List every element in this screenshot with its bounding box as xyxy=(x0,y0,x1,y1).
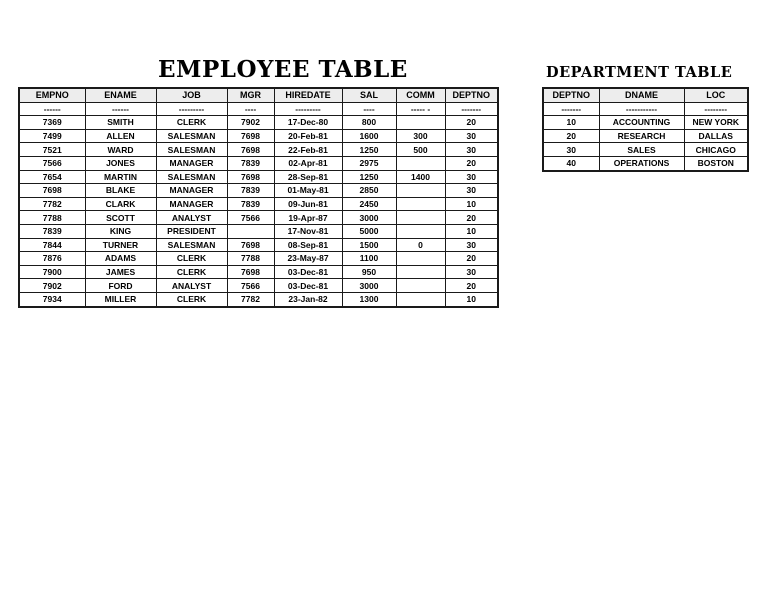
table-cell: ALLEN xyxy=(85,129,156,143)
table-row xyxy=(19,156,498,170)
table-cell: 7876 xyxy=(19,252,85,266)
table-cell: CHICAGO xyxy=(684,143,748,157)
table-cell: 7499 xyxy=(19,129,85,143)
table-cell: 7782 xyxy=(227,292,274,306)
table-cell: 30 xyxy=(445,238,498,252)
table-cell: 20 xyxy=(445,252,498,266)
table-cell: 30 xyxy=(445,184,498,198)
table-cell: 30 xyxy=(445,129,498,143)
column-header: MGR xyxy=(227,88,274,102)
separator-cell: ---- xyxy=(342,102,396,116)
table-cell: 7698 xyxy=(227,265,274,279)
table-cell: SALESMAN xyxy=(156,170,227,184)
table-cell: 7839 xyxy=(227,184,274,198)
table-cell: 30 xyxy=(445,170,498,184)
table-cell: SALES xyxy=(599,143,684,157)
table-cell: 03-Dec-81 xyxy=(274,265,342,279)
table-cell: 1100 xyxy=(342,252,396,266)
table-cell: MANAGER xyxy=(156,184,227,198)
table-row xyxy=(19,224,498,238)
table-cell xyxy=(396,252,445,266)
table-cell: WARD xyxy=(85,143,156,157)
table-cell: 7839 xyxy=(227,156,274,170)
table-cell: 5000 xyxy=(342,224,396,238)
table-cell: MARTIN xyxy=(85,170,156,184)
separator-row xyxy=(543,102,748,116)
table-cell: 7698 xyxy=(227,170,274,184)
table-row xyxy=(19,265,498,279)
table-row xyxy=(543,143,748,157)
table-row xyxy=(543,116,748,130)
table-cell: 7839 xyxy=(19,224,85,238)
table-cell: 23-May-87 xyxy=(274,252,342,266)
separator-cell: ---- xyxy=(227,102,274,116)
table-cell xyxy=(396,156,445,170)
table-cell: 30 xyxy=(445,265,498,279)
separator-cell: --------- xyxy=(274,102,342,116)
column-header: DEPTNO xyxy=(543,88,599,102)
table-cell: ANALYST xyxy=(156,211,227,225)
table-cell: 1250 xyxy=(342,170,396,184)
table-cell: 7839 xyxy=(227,197,274,211)
table-cell: ADAMS xyxy=(85,252,156,266)
table-cell: 20-Feb-81 xyxy=(274,129,342,143)
table-cell: SALESMAN xyxy=(156,143,227,157)
employee-table xyxy=(18,87,499,308)
column-header: EMPNO xyxy=(19,88,85,102)
table-cell: DALLAS xyxy=(684,129,748,143)
table-cell: TURNER xyxy=(85,238,156,252)
separator-row xyxy=(19,102,498,116)
table-cell: 7900 xyxy=(19,265,85,279)
table-cell: PRESIDENT xyxy=(156,224,227,238)
table-cell: 10 xyxy=(445,224,498,238)
table-cell: 7369 xyxy=(19,116,85,130)
table-cell: 7902 xyxy=(19,279,85,293)
table-cell: 10 xyxy=(445,292,498,306)
table-cell: 09-Jun-81 xyxy=(274,197,342,211)
table-cell: 40 xyxy=(543,156,599,170)
table-row xyxy=(19,184,498,198)
table-cell: SALESMAN xyxy=(156,129,227,143)
table-cell: 0 xyxy=(396,238,445,252)
table-cell: 7698 xyxy=(227,238,274,252)
table-cell: 23-Jan-82 xyxy=(274,292,342,306)
table-cell: JAMES xyxy=(85,265,156,279)
table-cell: 7654 xyxy=(19,170,85,184)
table-row xyxy=(19,211,498,225)
table-cell: 2975 xyxy=(342,156,396,170)
separator-cell: --------- xyxy=(156,102,227,116)
table-cell xyxy=(396,224,445,238)
table-cell: 800 xyxy=(342,116,396,130)
separator-cell: ------ xyxy=(85,102,156,116)
table-cell: 7566 xyxy=(19,156,85,170)
table-cell: MANAGER xyxy=(156,197,227,211)
table-cell: OPERATIONS xyxy=(599,156,684,170)
table-cell xyxy=(396,292,445,306)
column-header: ENAME xyxy=(85,88,156,102)
table-cell: 7782 xyxy=(19,197,85,211)
table-cell: 17-Dec-80 xyxy=(274,116,342,130)
table-cell: 08-Sep-81 xyxy=(274,238,342,252)
table-cell: 2450 xyxy=(342,197,396,211)
header-row xyxy=(543,88,748,102)
table-cell: 1400 xyxy=(396,170,445,184)
table-cell: 1250 xyxy=(342,143,396,157)
table-cell: 500 xyxy=(396,143,445,157)
table-row xyxy=(19,252,498,266)
table-cell: CLARK xyxy=(85,197,156,211)
table-cell: 03-Dec-81 xyxy=(274,279,342,293)
table-cell: CLERK xyxy=(156,265,227,279)
table-cell: 950 xyxy=(342,265,396,279)
table-cell: 7844 xyxy=(19,238,85,252)
column-header: COMM xyxy=(396,88,445,102)
table-cell: 10 xyxy=(543,116,599,130)
table-cell: MANAGER xyxy=(156,156,227,170)
table-cell: CLERK xyxy=(156,252,227,266)
table-cell: 30 xyxy=(445,143,498,157)
header-row xyxy=(19,88,498,102)
table-cell: 7698 xyxy=(227,143,274,157)
table-cell xyxy=(396,265,445,279)
table-row xyxy=(19,197,498,211)
table-cell: 20 xyxy=(543,129,599,143)
column-header: DEPTNO xyxy=(445,88,498,102)
table-cell: 02-Apr-81 xyxy=(274,156,342,170)
table-cell: 28-Sep-81 xyxy=(274,170,342,184)
table-cell: 17-Nov-81 xyxy=(274,224,342,238)
table-cell: RESEARCH xyxy=(599,129,684,143)
table-cell: 20 xyxy=(445,211,498,225)
table-cell: 7788 xyxy=(227,252,274,266)
employee-table-title: EMPLOYEE TABLE xyxy=(158,56,408,83)
table-cell: KING xyxy=(85,224,156,238)
table-cell: 19-Apr-87 xyxy=(274,211,342,225)
column-header: HIREDATE xyxy=(274,88,342,102)
separator-cell: ------- xyxy=(543,102,599,116)
table-cell: 22-Feb-81 xyxy=(274,143,342,157)
table-cell: 7698 xyxy=(19,184,85,198)
table-cell xyxy=(396,211,445,225)
column-header: SAL xyxy=(342,88,396,102)
column-header: DNAME xyxy=(599,88,684,102)
table-cell: 7902 xyxy=(227,116,274,130)
table-cell: MILLER xyxy=(85,292,156,306)
table-cell: SALESMAN xyxy=(156,238,227,252)
table-row xyxy=(19,238,498,252)
table-cell: 3000 xyxy=(342,211,396,225)
column-header: LOC xyxy=(684,88,748,102)
table-cell: 300 xyxy=(396,129,445,143)
table-cell xyxy=(396,279,445,293)
table-row xyxy=(543,156,748,170)
table-cell: 7566 xyxy=(227,279,274,293)
table-cell: CLERK xyxy=(156,116,227,130)
table-cell: 20 xyxy=(445,156,498,170)
table-row xyxy=(19,116,498,130)
table-cell: NEW YORK xyxy=(684,116,748,130)
table-cell: ACCOUNTING xyxy=(599,116,684,130)
separator-cell: -------- xyxy=(684,102,748,116)
table-row xyxy=(19,129,498,143)
table-cell: 1600 xyxy=(342,129,396,143)
table-cell: 3000 xyxy=(342,279,396,293)
department-table-title: DEPARTMENT TABLE xyxy=(546,64,733,81)
table-cell: 7521 xyxy=(19,143,85,157)
table-row xyxy=(19,170,498,184)
table-cell: SCOTT xyxy=(85,211,156,225)
table-cell: SMITH xyxy=(85,116,156,130)
table-cell: BOSTON xyxy=(684,156,748,170)
table-cell: 7934 xyxy=(19,292,85,306)
separator-cell: ------ xyxy=(19,102,85,116)
table-row xyxy=(19,143,498,157)
table-cell xyxy=(227,224,274,238)
table-cell: 1300 xyxy=(342,292,396,306)
table-cell: 1500 xyxy=(342,238,396,252)
separator-cell: ------- xyxy=(445,102,498,116)
table-cell: 30 xyxy=(543,143,599,157)
table-cell: 2850 xyxy=(342,184,396,198)
table-cell: 20 xyxy=(445,279,498,293)
table-cell: 7788 xyxy=(19,211,85,225)
table-cell xyxy=(396,197,445,211)
separator-cell: ----------- xyxy=(599,102,684,116)
table-cell: 7566 xyxy=(227,211,274,225)
table-row xyxy=(543,129,748,143)
separator-cell: ----- - xyxy=(396,102,445,116)
table-cell: 20 xyxy=(445,116,498,130)
table-cell: BLAKE xyxy=(85,184,156,198)
table-cell: JONES xyxy=(85,156,156,170)
table-cell xyxy=(396,184,445,198)
table-cell: 7698 xyxy=(227,129,274,143)
table-row xyxy=(19,279,498,293)
table-cell xyxy=(396,116,445,130)
table-row xyxy=(19,292,498,306)
department-table xyxy=(542,87,749,172)
table-cell: 10 xyxy=(445,197,498,211)
table-cell: ANALYST xyxy=(156,279,227,293)
column-header: JOB xyxy=(156,88,227,102)
table-cell: FORD xyxy=(85,279,156,293)
table-cell: CLERK xyxy=(156,292,227,306)
table-cell: 01-May-81 xyxy=(274,184,342,198)
